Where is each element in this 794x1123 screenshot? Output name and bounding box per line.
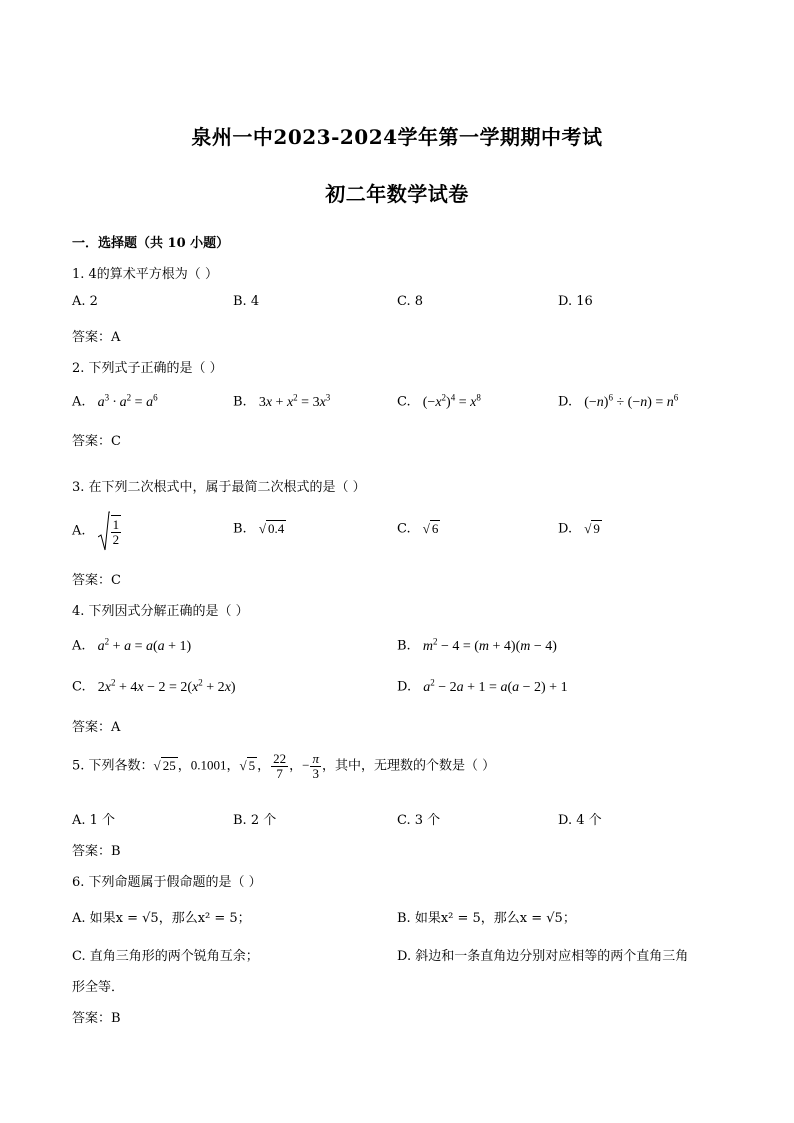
- question-5-option-c: C. 3 个: [397, 813, 441, 828]
- question-4-option-c: C. $2x^2 + 4x - 2 = 2(x^2 + 2x)$: [72, 677, 236, 695]
- question-1-stem: 1. 4的算术平方根为（ ）: [72, 267, 218, 282]
- option-label: C.: [72, 679, 86, 695]
- question-3-answer: 答案：C: [72, 573, 121, 588]
- option-label: A.: [72, 523, 86, 539]
- question-3-stem: 3. 在下列二次根式中，属于最简二次根式的是（ ）: [72, 480, 366, 495]
- question-1-option-b: B. 4: [233, 294, 260, 309]
- question-5-option-d: D. 4 个: [558, 813, 602, 828]
- question-5-option-a: A. 1 个: [72, 813, 116, 828]
- question-2-option-c: C. $(-x^2)^4 = x^8$: [397, 392, 481, 410]
- option-label: A.: [72, 638, 86, 654]
- question-5-answer: 答案：B: [72, 844, 121, 859]
- question-1-option-d: D. 16: [558, 294, 593, 309]
- question-4-option-a: A. $a^2 + a = a(a + 1)$: [72, 636, 192, 654]
- question-6-stem: 6. 下列命题属于假命题的是（ ）: [72, 875, 262, 890]
- option-label: D.: [558, 521, 573, 537]
- question-4-stem: 4. 下列因式分解正确的是（ ）: [72, 604, 249, 619]
- option-label: B.: [233, 521, 247, 537]
- question-5-stem: 5. 下列各数：√ 25 ，0.1001，√ 5 ， $\frac{22}{7}$ ，− $\frac{\pi}{3}$ ，其中，无理数的个数是（ ）: [72, 751, 496, 781]
- question-2-answer: 答案：C: [72, 434, 121, 449]
- option-label: B.: [233, 394, 247, 410]
- question-5-prefix: 5. 下列各数：: [72, 758, 154, 774]
- question-1-option-a: A. 2: [72, 294, 98, 309]
- question-6-option-c: C. 直角三角形的两个锐角互余；: [72, 949, 259, 964]
- question-4-option-b: B. $m^2 - 4 = (m + 4)(m - 4)$: [397, 636, 557, 654]
- option-label: A.: [72, 394, 86, 410]
- option-label: C.: [397, 521, 411, 537]
- question-3-option-a: A. $\frac{1}{2}$: [72, 511, 122, 551]
- question-4-answer: 答案：A: [72, 720, 121, 735]
- question-6-option-a: A. 如果x = √5，那么x² = 5；: [72, 911, 251, 926]
- question-2-stem: 2. 下列式子正确的是（ ）: [72, 361, 223, 376]
- question-3-option-b: B. √ 0.4: [233, 521, 285, 537]
- exam-title: 泉州一中2023-2024学年第一学期期中考试: [191, 125, 603, 149]
- question-2-option-d: D. $(-n)^6 \div (-n) = n^6$: [558, 392, 679, 410]
- question-3-option-c: C. √ 6: [397, 521, 439, 537]
- question-3-option-d: D. √ 9: [558, 521, 600, 537]
- question-1-option-c: C. 8: [397, 294, 424, 309]
- option-label: B.: [397, 638, 411, 654]
- question-6-option-d: D. 斜边和一条直角边分别对应相等的两个直角三角: [397, 949, 689, 964]
- question-6-option-b: B. 如果x² = 5，那么x = √5；: [397, 911, 576, 926]
- question-5-suffix: ，其中，无理数的个数是（ ）: [321, 758, 496, 774]
- exam-subtitle: 初二年数学试卷: [325, 182, 469, 206]
- section-heading: 一．选择题（共 10 小题）: [72, 236, 230, 251]
- question-6-option-d-continued: 形全等．: [72, 980, 125, 995]
- question-5-option-b: B. 2 个: [233, 813, 277, 828]
- option-label: C.: [397, 394, 411, 410]
- question-1-answer: 答案：A: [72, 330, 121, 345]
- question-4-option-d: D. $a^2 - 2a + 1 = a(a - 2) + 1$: [397, 677, 568, 695]
- option-label: D.: [397, 679, 412, 695]
- question-6-answer: 答案：B: [72, 1011, 121, 1026]
- question-2-option-a: A. $a^3 \cdot a^2 = a^6$: [72, 392, 158, 410]
- question-2-option-b: B. $3x + x^2 = 3x^3$: [233, 392, 331, 410]
- option-label: D.: [558, 394, 573, 410]
